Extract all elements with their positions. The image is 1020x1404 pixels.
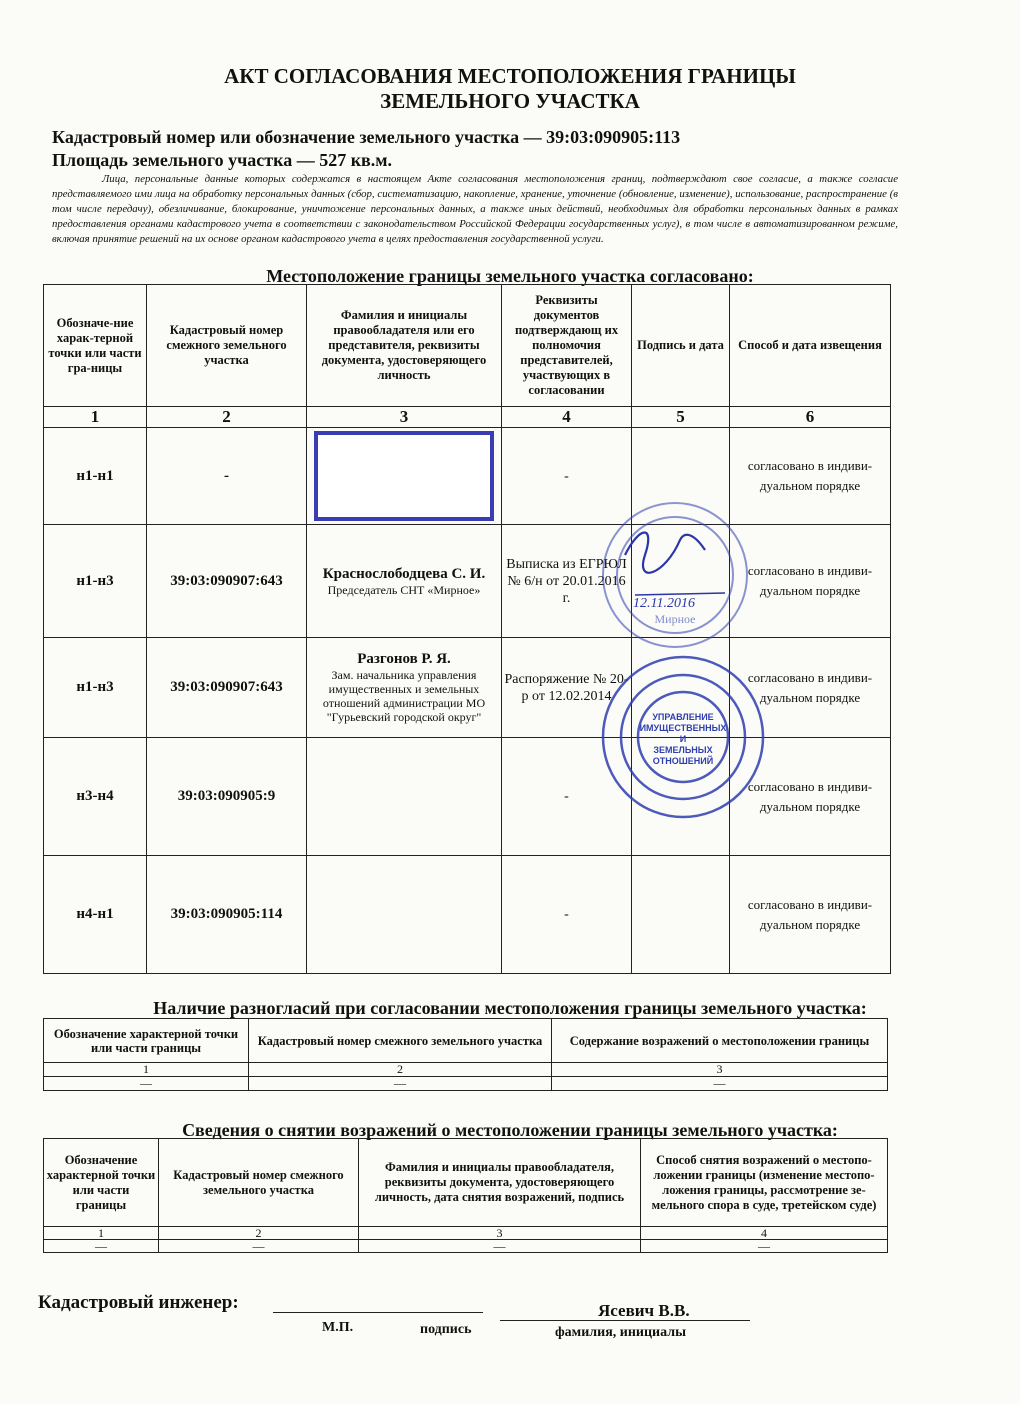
title-line-1: АКТ СОГЛАСОВАНИЯ МЕСТОПОЛОЖЕНИЯ ГРАНИЦЫ [224,64,796,88]
col-number: 3 [307,407,502,428]
notice-cell: согласовано в индиви-дуальном порядке [730,856,891,974]
notice-cell: согласовано в индиви-дуальном порядке [730,738,891,856]
removal-header-row [44,1139,888,1227]
disputes-header-row [44,1019,888,1063]
signature-label: подпись [420,1322,472,1337]
municipal-stamp-text: УПРАВЛЕНИЕ ИМУЩЕСТВЕННЫХ И ЗЕМЕЛЬНЫХ ОТНОШЕНИЙ [639,712,727,766]
point-cell: н1-н3 [44,638,147,738]
title-line-2: ЗЕМЕЛЬНОГО УЧАСТКА [380,89,640,113]
agreement-title: Местоположение границы земельного участка согласовано: [266,266,754,286]
header-point: Обозначе-ние харак-терной точки или части гра-ницы [44,285,147,407]
col-number: 1 [44,1063,249,1077]
col-number: 4 [641,1227,888,1240]
consent-paragraph: Лица, персональные данные которых содержатся в настоящем Акте согласования местоположения границ, подтверждают свое согласие, а также согласие представляемого ими лица на обработку персональных данных (сбор, систематизацию, накопление, хранение, уточнение (обновление, изменение), использование, распространение (в том числе передачу), обезличивание, блокирование, уничтожение персональных данных, а также иных действий, необходимых для обработки персональных данных в рамках предоставления органами кадастрового учета в соответствии с законодательством Российской Федерации государственных услуг), в том числе в автоматизированном режиме, включая принятие решений на их основе органом кадастрового учета в целях предоставления государственной услуги. [52,173,898,245]
agreement-table [43,284,891,974]
signature-line [273,1312,483,1313]
dash-cell: — [552,1077,888,1091]
removal-number-row [44,1227,888,1240]
header-point: Обозначение характерной точки или части границы [44,1019,249,1063]
header-signature: Подпись и дата [632,285,730,407]
header-documents: Реквизиты документов подтверждающ их полномочия представителей, участвующих в согласовании [502,285,632,407]
holder-name: Краснослободцева С. И. [322,565,486,582]
snt-stamp-text: Мирное [654,612,696,626]
holder-role: Зам. начальника управления имущественных и земельных отношений администрации МО "Гурьевский городской округ" [322,668,486,724]
header-holder: Фамилия и инициалы правообладателя или его представителя, реквизиты документа, удостоверяющего личность [307,285,502,407]
header-cadastral: Кадастровый номер смежного земельного участка [159,1139,359,1227]
municipal-stamp [598,652,768,822]
documents-cell: - [502,856,632,974]
header-cadastral: Кадастровый номер смежного земельного участка [147,285,307,407]
name-label: фамилия, инициалы [555,1325,687,1340]
mp-label: М.П. [322,1320,354,1335]
dash-cell: — [44,1240,159,1253]
engineer-label: Кадастровый инженер: [38,1292,239,1313]
cadastral-cell: - [147,428,307,525]
documents-cell: Выписка из ЕГРЮЛ № 6/н от 20.01.2016 г. [502,525,632,638]
signature-date: 12.11.2016 [633,596,695,611]
holder-cell [307,428,502,525]
holder-cell [307,638,502,738]
engineer-name: Ясевич В.В. [598,1301,690,1320]
snt-stamp [585,495,760,660]
disputes-table [43,1018,888,1091]
documents-cell: Распоряжение № 20-р от 12.02.2014 [502,638,632,738]
col-number: 2 [159,1227,359,1240]
notice-cell: согласовано в индиви-дуальном порядке [730,428,891,525]
removal-title: Сведения о снятии возражений о местоположении границы земельного участка: [182,1120,838,1140]
header-point: Обозначение характерной точки или части границы [44,1139,159,1227]
col-number: 2 [147,407,307,428]
agreement-number-row [44,407,891,428]
removal-table [43,1138,888,1253]
col-number: 3 [552,1063,888,1077]
dash-cell: — [249,1077,552,1091]
col-number: 4 [502,407,632,428]
cadastral-cell: 39:03:090907:643 [147,638,307,738]
holder-name: Разгонов Р. Я. [357,651,451,667]
dash-cell: — [44,1077,249,1091]
col-number: 5 [632,407,730,428]
cadastral-cell: 39:03:090905:9 [147,738,307,856]
signature-cell [632,856,730,974]
table-row [44,525,891,638]
cadastral-cell: 39:03:090905:114 [147,856,307,974]
point-cell: н3-н4 [44,738,147,856]
redaction-box [314,431,494,521]
header-notice: Способ и дата извещения [730,285,891,407]
header-method: Способ снятия возражений о местопо-ложении границы (изменение местопо-ложения границы, рассмотрение зе-мельного спора в суде, третейском суде) [641,1139,888,1227]
notice-cell: согласовано в индиви-дуальном порядке [730,525,891,638]
disputes-title: Наличие разногласий при согласовании местоположения границы земельного участка: [153,998,867,1018]
table-row [44,428,891,525]
col-number: 6 [730,407,891,428]
col-number: 1 [44,407,147,428]
point-cell: н1-н3 [44,525,147,638]
documents-cell: - [502,428,632,525]
dash-cell: — [359,1240,641,1253]
point-cell: н4-н1 [44,856,147,974]
agreement-header-row [44,285,891,407]
holder-cell [307,856,502,974]
col-number: 3 [359,1227,641,1240]
cadastral-cell: 39:03:090907:643 [147,525,307,638]
col-number: 2 [249,1063,552,1077]
notice-cell: согласовано в индиви-дуальном порядке [730,638,891,738]
cadastral-number-line: Кадастровый номер или обозначение земельного участка — 39:03:090905:113 [52,127,681,147]
disputes-number-row [44,1063,888,1077]
holder-cell [307,525,502,638]
table-row [44,856,891,974]
table-row [44,1077,888,1091]
point-cell: н1-н1 [44,428,147,525]
table-row [44,1240,888,1253]
document-title [0,64,1020,114]
dash-cell: — [641,1240,888,1253]
col-number: 1 [44,1227,159,1240]
documents-cell: - [502,738,632,856]
header-cadastral: Кадастровый номер смежного земельного участка [249,1019,552,1063]
holder-role: Председатель СНТ «Мирное» [327,582,481,597]
header-holder: Фамилия и инициалы правообладателя, реквизиты документа, удостоверяющего личность, дата снятия возражений, подпись [359,1139,641,1227]
area-line: Площадь земельного участка — 527 кв.м. [52,150,393,170]
holder-cell [307,738,502,856]
header-objections: Содержание возражений о местоположении границы [552,1019,888,1063]
dash-cell: — [159,1240,359,1253]
